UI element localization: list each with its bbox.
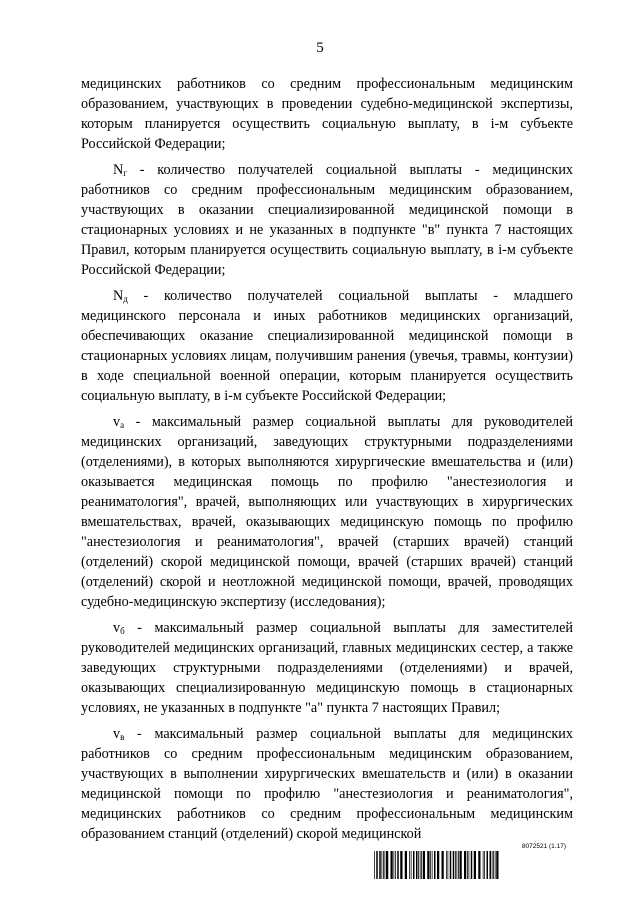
barcode-bar (442, 851, 444, 879)
paragraph-text: - количество получателей социальной выплаты - медицинских работников со средним профессиональным медицинским образованием, участвующих в оказании специализированной медицинской помощи в стационарных условиях и не указанных в подпункте "в" пункта 7 настоящих Правил, которым планируется осуществить социальную выплату, в i-м субъекте Российской Федерации; (81, 162, 573, 278)
barcode-bar (460, 851, 462, 879)
barcode-bar (478, 851, 480, 879)
barcode-bar (409, 851, 410, 879)
barcode-bar (405, 851, 407, 879)
barcode-bar (492, 851, 493, 879)
paragraph-text: - максимальный размер социальной выплаты для руководителей медицинских организаций, заведующих структурными подразделениями (отделениями), в которых выполняются хирургические вмешательства и (или) оказывается медицинская помощь по профилю "анестезиология и реаниматология", врачей, выполняющих или участвующих в хирургических вмешательствах, врачей, оказывающих медицинскую помощь по профилю "анестезиология и реаниматология", врачей (старших врачей) станций (отделений) скорой медицинской помощи, врачей (старших врачей) станций (отделений) скорой и неотложной медицинской помощи, врачей, проводящих судебно-медицинскую экспертизу (исследования); (81, 414, 573, 610)
paragraph-text: - максимальный размер социальной выплаты для заместителей руководителей медицинских организаций, главных медицинских сестер, а также заведующих структурными подразделениями (отделениями) и врачей, оказывающих специализированную медицинскую помощь в стационарных условиях, не указанных в подпункте "а" пункта 7 настоящих Правил; (81, 620, 573, 716)
formula-symbol: $N_д$ (113, 288, 128, 304)
barcode-bar (423, 851, 425, 879)
barcode-bar (437, 851, 439, 879)
paragraph-continuation (81, 74, 573, 154)
barcode-bar (400, 851, 402, 879)
barcode-bar (382, 851, 383, 879)
paragraph-v-v (81, 724, 573, 844)
barcode-bar (467, 851, 468, 879)
formula-symbol: $N_г$ (113, 162, 127, 178)
barcode-bar (420, 851, 421, 879)
barcode-bar (385, 851, 386, 879)
barcode-bar (418, 851, 419, 879)
paragraph-text: - количество получателей социальной выплаты - младшего медицинского персонала и иных работников медицинских организаций, обеспечивающих оказание специализированной медицинской помощи в стационарных условиях лицам, получившим ранения (увечья, травмы, контузии) в ходе специальной военной операции, которым планируется осуществить социальную выплату, в i-м субъекте Российской Федерации; (81, 288, 573, 404)
barcode-bar (487, 851, 489, 879)
barcode-bar (483, 851, 484, 879)
barcode-image (374, 851, 570, 879)
barcode-bar (416, 851, 418, 879)
barcode-bar (374, 851, 375, 879)
barcode-bar (383, 851, 384, 879)
barcode-bar (421, 851, 422, 879)
barcode-bar (446, 851, 447, 879)
barcode-bar (391, 851, 393, 879)
barcode-bar (413, 851, 415, 879)
paragraph-v-b (81, 618, 573, 718)
barcode-bar (448, 851, 449, 879)
barcode-bar (495, 851, 496, 879)
barcode-bar (457, 851, 458, 879)
barcode-bar (453, 851, 455, 879)
barcode-bar (411, 851, 412, 879)
barcode-bar (397, 851, 399, 879)
barcode-bar (394, 851, 395, 879)
paragraph-text: медицинских работников со средним профессиональным медицинским образованием, участвующих в проведении судебно-медицинской экспертизы, которым планируется осуществить социальную выплату, в i-м субъекте Российской Федерации; (81, 76, 573, 152)
barcode-caption: 8072521 (1.17) (521, 843, 566, 850)
barcode-bar (379, 851, 381, 879)
barcode-bar (434, 851, 436, 879)
paragraph-v-a (81, 412, 573, 612)
barcode-bar (395, 851, 396, 879)
paragraph-n-d (81, 286, 573, 406)
paragraph-n-g (81, 160, 573, 280)
page-number: 5 (316, 40, 324, 56)
barcode-bar (469, 851, 470, 879)
barcode-bar (386, 851, 388, 879)
barcode-bar (496, 851, 498, 879)
barcode-bar (455, 851, 456, 879)
barcode-bar (450, 851, 452, 879)
formula-symbol: $v_б$ (113, 620, 125, 636)
paragraph-text: - максимальный размер социальной выплаты для медицинских работников со средним профессиональным медицинским образованием, участвующих в выполнении хирургических вмешательств и (или) в оказании медицинской помощи по профилю "анестезиология и реаниматология", медицинских работников со средним профессиональным медицинским образованием станций (отделений) скорой медицинской (81, 726, 573, 842)
barcode-bar (427, 851, 429, 879)
barcode-bar (458, 851, 459, 879)
barcode-bar (493, 851, 494, 879)
barcode-bar (376, 851, 378, 879)
formula-symbol: $v_а$ (113, 414, 125, 430)
barcode-bar (471, 851, 473, 879)
barcode-bar (464, 851, 466, 879)
barcode-bar (474, 851, 476, 879)
barcode-bar (484, 851, 485, 879)
document-body (81, 74, 573, 850)
formula-symbol: $v_в$ (113, 726, 125, 742)
barcode-bar (490, 851, 492, 879)
barcode-bar (430, 851, 431, 879)
barcode-bar (432, 851, 433, 879)
